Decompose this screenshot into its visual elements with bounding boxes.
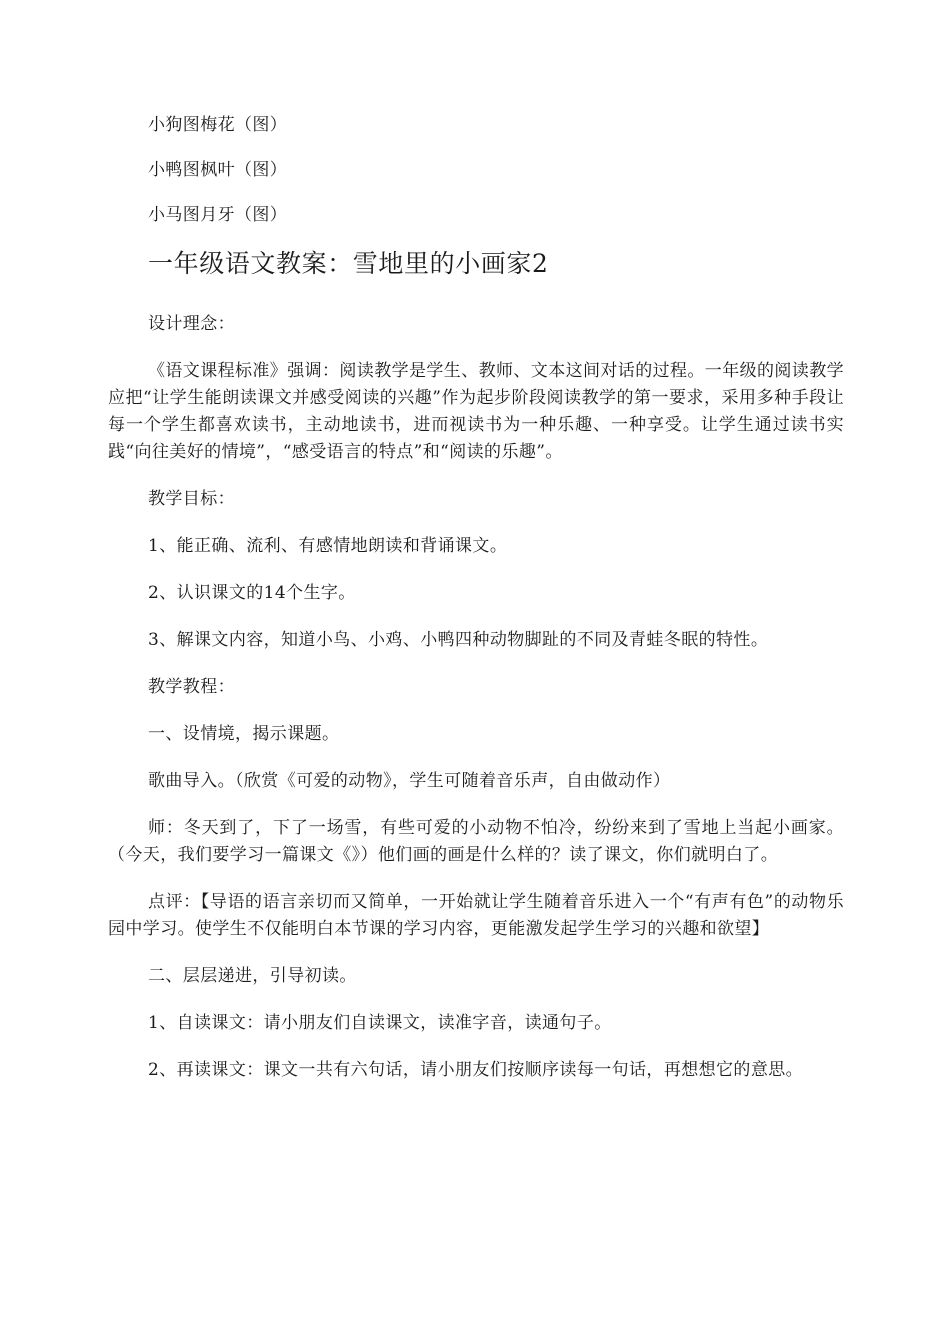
document-title: 一年级语文教案：雪地里的小画家2: [148, 249, 549, 278]
paragraph-song-intro: 歌曲导入。（欣赏《可爱的动物》，学生可随着音乐声，自由做动作）: [148, 771, 671, 791]
goal-item-2: 2、认识课文的14个生字。: [148, 583, 356, 603]
paragraph-comment: 点评：【导语的语言亲切而又简单，一开始就让学生随着音乐进入一个“有声有色”的动物乐园中学习。使学生不仅能明白本节课的学习内容，更能激发起学生学习的兴趣和欲望】: [108, 892, 844, 939]
section-label-teaching-process: 教学教程：: [148, 677, 235, 697]
document-page: [108, 112, 844, 1104]
section-label-teaching-goals: 教学目标：: [148, 489, 235, 509]
pre-line-duck: 小鸭图枫叶（图）: [148, 160, 288, 180]
pre-line-dog: 小狗图梅花（图）: [148, 115, 288, 135]
goal-item-3: 3、解课文内容，知道小鸟、小鸡、小鸭四种动物脚趾的不同及青蛙冬眠的特性。: [148, 630, 769, 650]
pre-line-horse: 小马图月牙（图）: [148, 205, 288, 225]
step-item-reread: 2、再读课文：课文一共有六句话，请小朋友们按顺序读每一句话，再想想它的意思。: [148, 1060, 804, 1080]
paragraph-design-concept: 《语文课程标准》强调：阅读教学是学生、教师、文本这间对话的过程。一年级的阅读教学应把“让学生能朗读课文并感受阅读的兴趣”作为起步阶段阅读教学的第一要求，采用多种手段让每一个学生都喜欢读书，主动地读书，进而视读书为一种乐趣、一种享受。让学生通过读书实践“向往美好的情境”，“感受语言的特点”和“阅读的乐趣”。: [108, 361, 844, 462]
section-label-design-concept: 设计理念：: [148, 314, 235, 334]
step-heading-1: 一、设情境，揭示课题。: [148, 724, 340, 744]
paragraph-teacher-speech: 师：冬天到了，下了一场雪，有些可爱的小动物不怕冷，纷纷来到了雪地上当起小画家。（今天，我们要学习一篇课文《》）他们画的画是什么样的？读了课文，你们就明白了。: [108, 818, 844, 865]
step-heading-2: 二、层层递进，引导初读。: [148, 966, 357, 986]
step-item-self-read: 1、自读课文：请小朋友们自读课文，读准字音，读通句子。: [148, 1013, 612, 1033]
goal-item-1: 1、能正确、流利、有感情地朗读和背诵课文。: [148, 536, 508, 556]
